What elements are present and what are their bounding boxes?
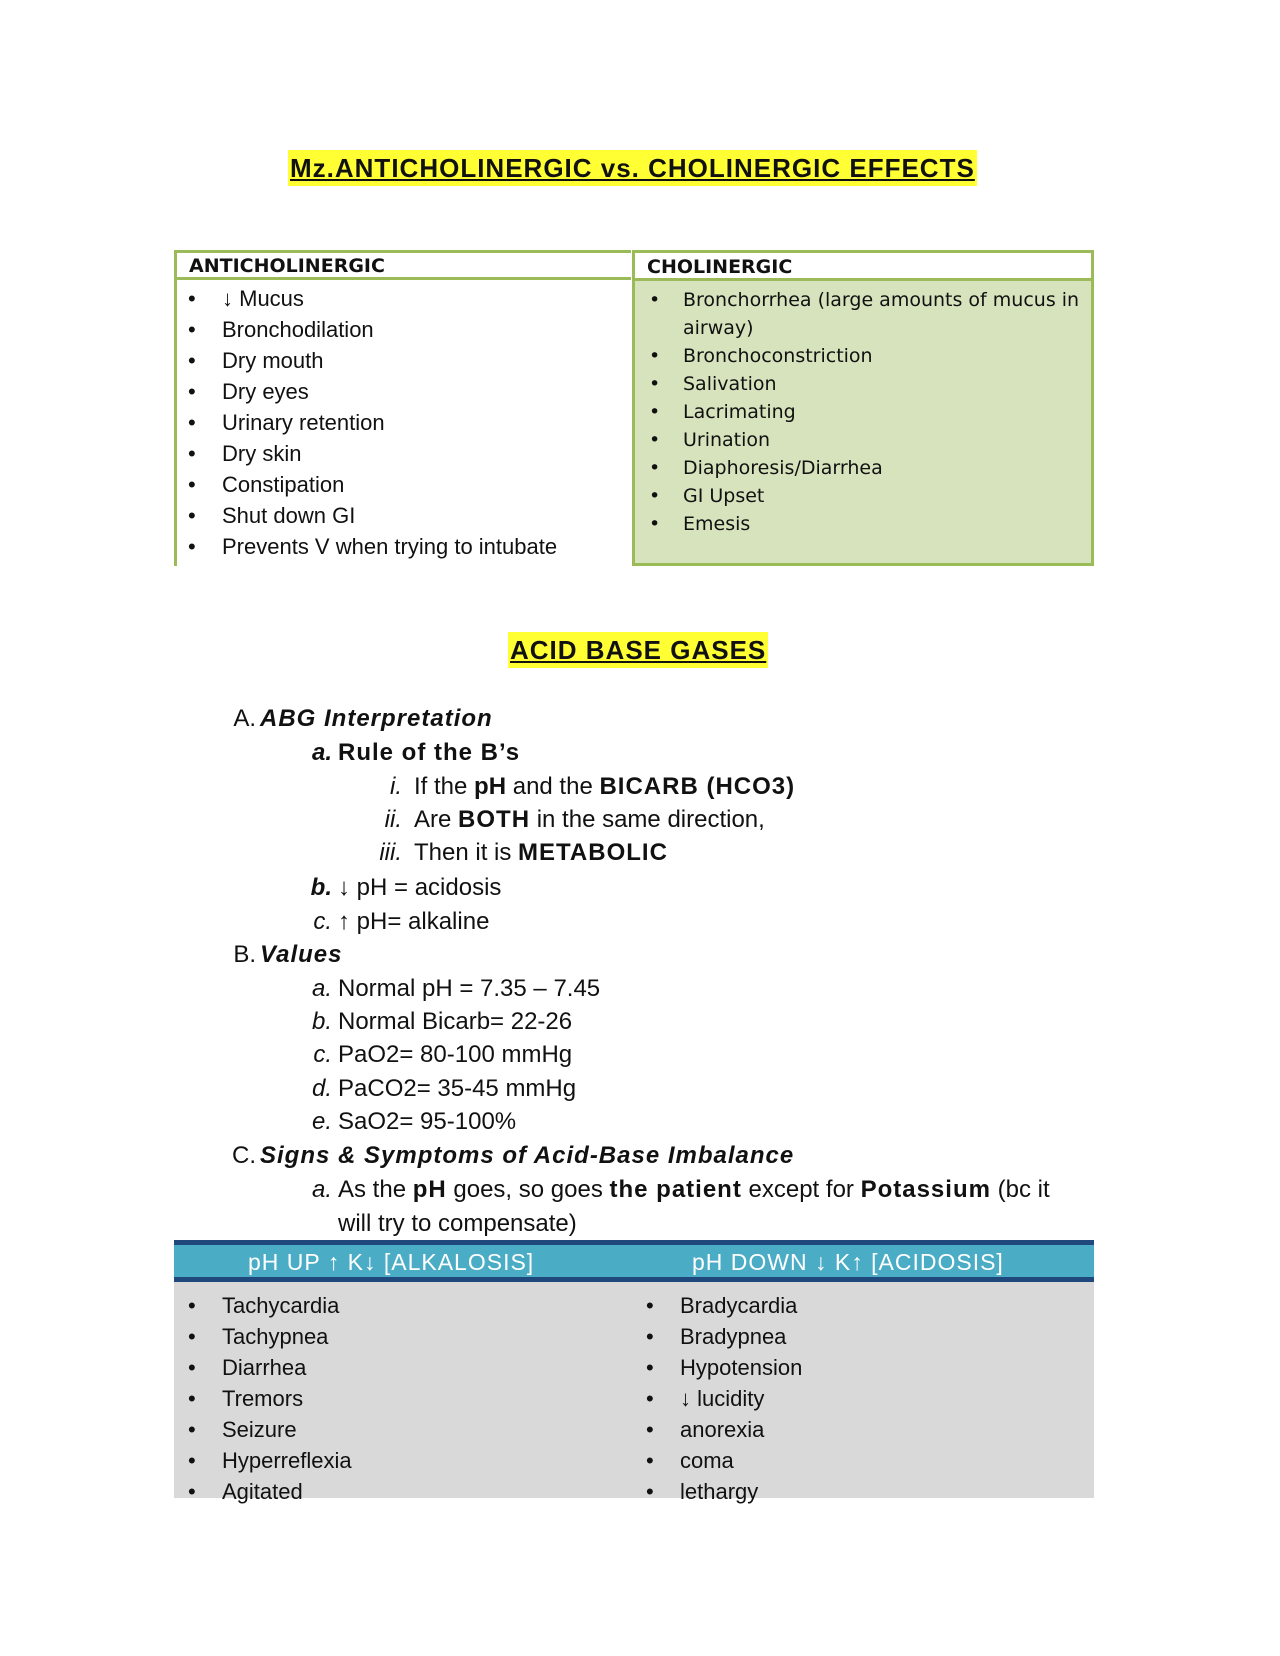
text-bold: the patient (609, 1176, 742, 1203)
value-item (311, 1072, 577, 1106)
text: SaO2= 95-100% (338, 1108, 517, 1135)
list-item: • ↓ lucidity (632, 1383, 1072, 1414)
text: in the same direction, (536, 806, 765, 833)
outline-a (233, 702, 493, 736)
outline-marker: a. (311, 975, 332, 1002)
outline-rule-iii (379, 836, 668, 870)
section-title: ACID BASE GASES (508, 632, 768, 668)
outline-marker: e. (311, 1108, 332, 1135)
text: Normal Bicarb= 22-26 (338, 1008, 573, 1035)
outline-heading: Values (260, 941, 343, 968)
list-item: • Seizure (174, 1414, 614, 1445)
text-bold: METABOLIC (518, 839, 668, 866)
alkalosis-header: pH UP ↑ K↓ [ALKALOSIS] (248, 1249, 535, 1275)
outline-marker: b. (310, 874, 332, 901)
list-item: • Urination (635, 426, 1087, 454)
text: If the (414, 773, 468, 800)
anticholinergic-header: ANTICHOLINERGIC (174, 250, 631, 280)
ph-table-header (174, 1240, 1094, 1282)
list-item: • ↓ Mucus (174, 283, 624, 314)
text: and the (512, 773, 593, 800)
text-bold: Potassium (860, 1176, 991, 1203)
outline-marker: d. (311, 1075, 332, 1102)
list-item: • Bronchoconstriction (635, 342, 1087, 370)
list-item: • Hypotension (632, 1352, 1072, 1383)
text: goes, so goes (453, 1176, 603, 1203)
list-item: • coma (632, 1445, 1072, 1476)
outline-heading: Signs & Symptoms of Acid-Base Imbalance (260, 1142, 795, 1169)
list-item: • Bradypnea (632, 1321, 1072, 1352)
list-item: • GI Upset (635, 482, 1087, 510)
list-item: • Dry skin (174, 438, 624, 469)
outline-marker: iii. (379, 839, 402, 866)
outline-a-b (310, 871, 502, 905)
outline-c-a-continued (338, 1207, 577, 1241)
list-item: • Lacrimating (635, 398, 1087, 426)
effects-table (174, 250, 1094, 566)
text: As the (338, 1176, 407, 1203)
outline-a-a (311, 736, 521, 770)
list-item: • Hyperreflexia (174, 1445, 614, 1476)
value-item (311, 1005, 573, 1039)
outline-heading: Rule of the B’s (338, 739, 521, 766)
anticholinergic-list (174, 283, 624, 562)
outline-c (232, 1139, 795, 1173)
list-item: • Dry eyes (174, 376, 624, 407)
outline-marker: ii. (384, 806, 402, 833)
alkalosis-list (174, 1290, 614, 1507)
outline-marker: c. (313, 908, 332, 935)
text-bold: pH (412, 1176, 447, 1203)
list-item: • Agitated (174, 1476, 614, 1507)
value-item (313, 1038, 573, 1072)
outline-a-c (313, 905, 490, 939)
text-bold: BOTH (458, 806, 531, 833)
list-item: • Tachypnea (174, 1321, 614, 1352)
page-title: Mz.ANTICHOLINERGIC vs. CHOLINERGIC EFFECTS (288, 150, 977, 186)
text-bold: BICARB (HCO3) (599, 773, 796, 800)
outline-marker: a. (311, 1176, 332, 1203)
text: ↑ pH= alkaline (338, 908, 490, 935)
list-item: • Tachycardia (174, 1290, 614, 1321)
list-item: • Shut down GI (174, 500, 624, 531)
list-item: • Bradycardia (632, 1290, 1072, 1321)
outline-marker: A. (233, 705, 256, 732)
list-item: • Urinary retention (174, 407, 624, 438)
anticholinergic-column (174, 250, 631, 566)
ph-table (174, 1240, 1094, 1504)
outline-c-a (311, 1173, 1050, 1207)
text: Are (414, 806, 452, 833)
text: (bc it (997, 1176, 1050, 1203)
list-item: • Prevents V when trying to intubate (174, 531, 624, 562)
list-item: • anorexia (632, 1414, 1072, 1445)
value-item (311, 972, 601, 1006)
outline-marker: i. (390, 773, 402, 800)
cholinergic-column (632, 250, 1094, 566)
list-item: • Salivation (635, 370, 1087, 398)
list-item: • Bronchodilation (174, 314, 624, 345)
text: Then it is (414, 839, 512, 866)
outline-rule-i (390, 770, 796, 804)
outline-marker: c. (313, 1041, 332, 1068)
text: ↓ pH = acidosis (338, 874, 502, 901)
cholinergic-list (635, 286, 1087, 538)
acidosis-list (632, 1290, 1072, 1507)
text: will try to compensate) (338, 1210, 577, 1237)
outline-marker: b. (311, 1008, 332, 1035)
text: PaCO2= 35-45 mmHg (338, 1075, 577, 1102)
text: PaO2= 80-100 mmHg (338, 1041, 573, 1068)
text: Normal pH = 7.35 – 7.45 (338, 975, 601, 1002)
outline-b (233, 938, 343, 972)
text-bold: pH (474, 773, 507, 800)
acidosis-header: pH DOWN ↓ K↑ [ACIDOSIS] (692, 1249, 1004, 1275)
outline-marker: C. (232, 1142, 256, 1169)
list-item: • Constipation (174, 469, 624, 500)
list-item: • Bronchorrhea (large amounts of mucus in airway) (635, 286, 1087, 342)
cholinergic-header: CHOLINERGIC (635, 253, 1091, 281)
value-item (311, 1105, 517, 1139)
text: except for (748, 1176, 854, 1203)
ph-table-body (174, 1282, 1094, 1504)
outline-rule-ii (384, 803, 765, 837)
list-item: • Diaphoresis/Diarrhea (635, 454, 1087, 482)
outline-marker: B. (233, 941, 256, 968)
list-item: • Diarrhea (174, 1352, 614, 1383)
list-item: • Dry mouth (174, 345, 624, 376)
outline-heading: ABG Interpretation (260, 705, 493, 732)
list-item: • lethargy (632, 1476, 1072, 1507)
outline-marker: a. (311, 739, 332, 766)
list-item: • Tremors (174, 1383, 614, 1414)
list-item: • Emesis (635, 510, 1087, 538)
